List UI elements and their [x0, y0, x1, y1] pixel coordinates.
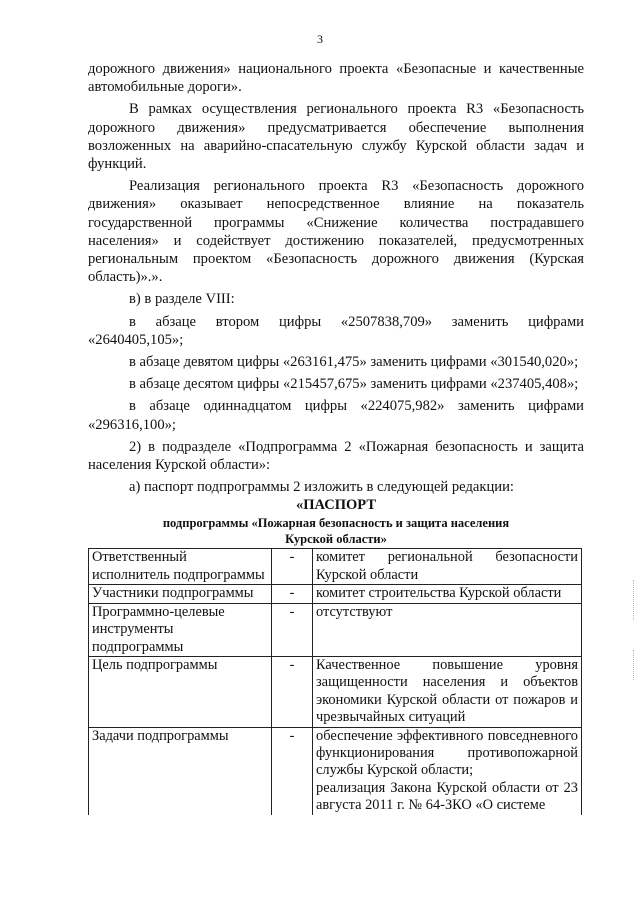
row-value: комитет региональной безопасности Курской области	[313, 549, 582, 585]
row-label: Ответственный исполнитель подпрограммы	[89, 549, 272, 585]
row-dash: -	[272, 549, 313, 585]
page-number: 3	[317, 32, 323, 46]
row-value	[313, 727, 582, 815]
row-dash: -	[272, 585, 313, 603]
paragraph-3: Реализация регионального проекта R3 «Безопасность дорожного движения» оказывает непосредственное влияние на показатель государственной программы «Снижение количества пострадавшего населения» и содействует достижению показателей, предусмотренных региональным проектом «Безопасность дорожного движения (Курская область)».».	[88, 178, 584, 286]
row-value: комитет строительства Курской области	[313, 585, 582, 603]
row-label: Участники подпрограммы	[89, 585, 272, 603]
row-value-line: реализация Закона Курской области от 23 августа 2011 г. № 64-ЗКО «О системе	[316, 779, 578, 814]
row-label: Задачи подпрограммы	[89, 727, 272, 815]
passport-title: «ПАСПОРТ	[295, 497, 376, 514]
margin-dots	[633, 580, 636, 620]
table-row	[89, 603, 582, 656]
row-dash: -	[272, 603, 313, 656]
table-row	[89, 585, 582, 603]
document-body	[88, 60, 584, 815]
row-label: Цель подпрограммы	[89, 656, 272, 727]
table-row	[89, 727, 582, 815]
row-dash: -	[272, 656, 313, 727]
passport-subtitle-line1: подпрограммы «Пожарная безопасность и защита населения	[162, 516, 510, 531]
paragraph-10: а) паспорт подпрограммы 2 изложить в следующей редакции:	[129, 479, 514, 496]
table-row	[89, 656, 582, 727]
row-value: Качественное повышение уровня защищенности населения и объектов экономики Курской области от пожаров и чрезвычайных ситуаций	[313, 656, 582, 727]
paragraph-2: В рамках осуществления регионального проекта R3 «Безопасность дорожного движения» предусматривается обеспечение выполнения возложенных на аварийно-спасательную службу Курской области задач и функций.	[88, 101, 584, 173]
paragraph-6: в абзаце девятом цифры «263161,475» заменить цифрами «301540,020»;	[129, 354, 579, 371]
paragraph-5: в абзаце втором цифры «2507838,709» заменить цифрами «2640405,105»;	[88, 313, 584, 348]
paragraph-4: в) в разделе VIII:	[129, 291, 235, 308]
passport-table	[88, 548, 582, 814]
paragraph-7: в абзаце десятом цифры «215457,675» заменить цифрами «237405,408»;	[129, 376, 579, 393]
paragraph-1: дорожного движения» национального проекта «Безопасные и качественные автомобильные дороги».	[88, 61, 584, 96]
paragraph-9: 2) в подразделе «Подпрограмма 2 «Пожарная безопасность и защита населения Курской области»:	[88, 438, 584, 474]
table-row	[89, 549, 582, 585]
row-label: Программно-целевые инструменты подпрограммы	[89, 603, 272, 656]
passport-subtitle-line2: Курской области»	[285, 532, 387, 547]
margin-dots	[633, 650, 636, 680]
row-dash: -	[272, 727, 313, 815]
paragraph-8: в абзаце одиннадцатом цифры «224075,982» заменить цифрами «296316,100»;	[88, 398, 584, 433]
row-value: отсутствуют	[313, 603, 582, 656]
row-value-line: обеспечение эффективного повседневного функционирования противопожарной службы Курской области;	[316, 727, 578, 779]
